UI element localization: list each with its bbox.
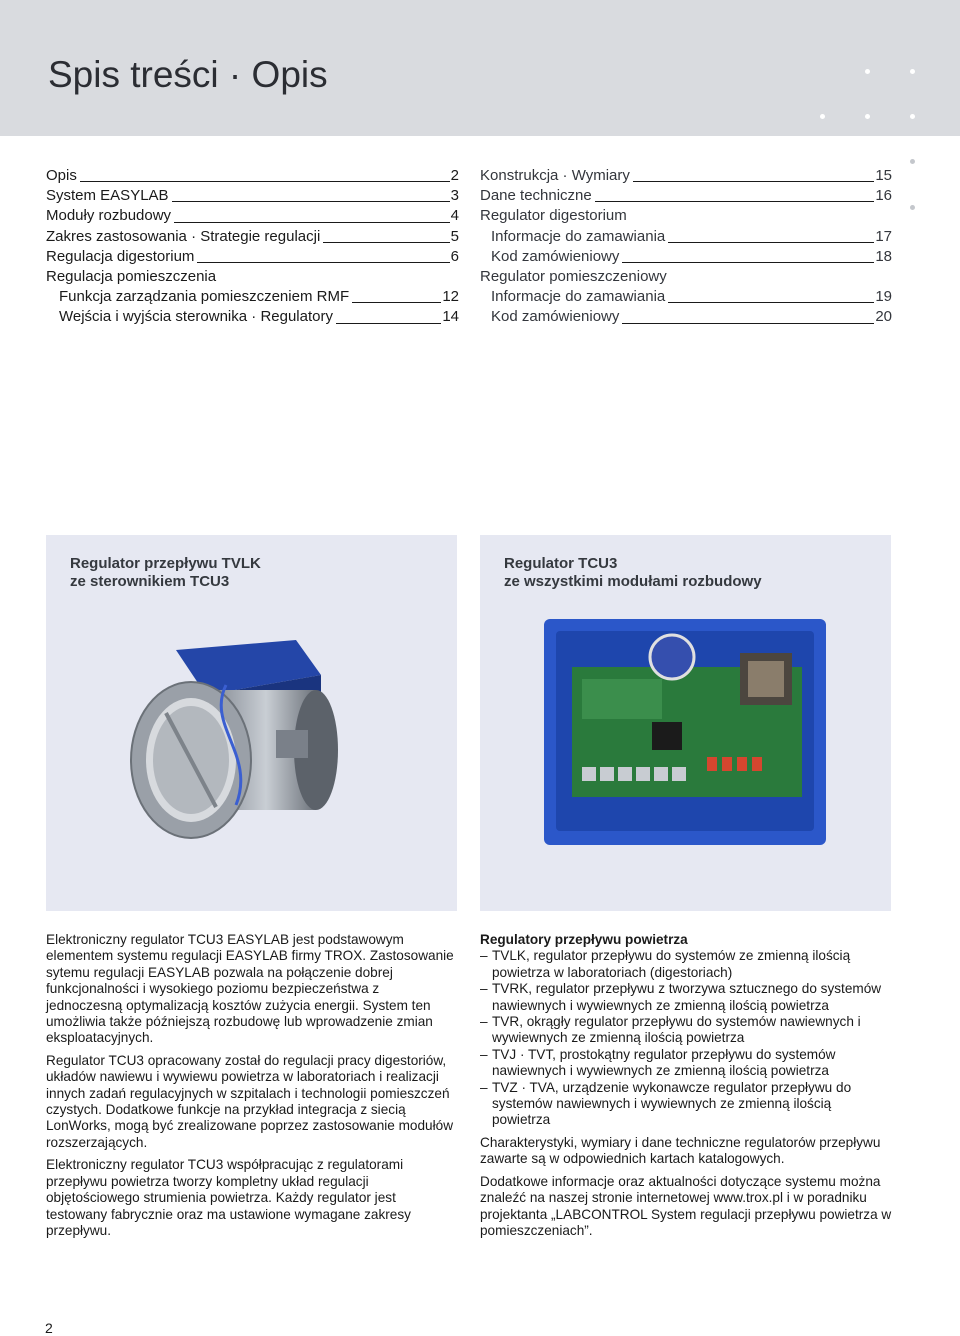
toc-entry-title: Dane techniczne [480,187,592,205]
body-text-right [480,932,892,1245]
toc-right [480,166,892,328]
decorative-dot [865,69,870,74]
toc-entry [46,247,459,267]
toc-entry-page: 17 [875,227,892,245]
list-item-text: TVZ · TVA, urządzenie wykonawcze regulator przepływu do systemów nawiewnych i wywiewnych ze zmienną ilością powietrza [492,1079,852,1128]
toc-entry-page: 16 [875,187,892,205]
toc-entry [480,307,892,327]
toc-entry-title: Konstrukcja · Wymiary [480,166,630,184]
list-item-text: TVLK, regulator przepływu do systemów ze zmienną ilością powietrza w laboratoriach (digestoriach) [492,948,851,980]
toc-entry-title: Zakres zastosowania · Strategie regulacji [46,227,321,245]
toc-entry [480,166,892,186]
toc-entry-title: Informacje do zamawiania [491,227,666,245]
toc-leader-line [197,262,449,263]
toc-entry-page: 5 [450,227,459,245]
toc-entry-title: Kod zamówieniowy [491,308,620,326]
toc-leader-line [622,323,874,324]
list-dash: – [480,948,488,964]
body-right-paragraphs [480,1135,892,1239]
toc-entry-title: Regulacja digestorium [46,247,195,265]
toc-entry-title: Regulator pomieszczeniowy [480,267,667,285]
toc-entry-page: 14 [442,308,459,326]
list-item [480,1080,892,1129]
toc-leader-line [172,201,450,202]
decorative-dot [910,205,915,210]
toc-entry-page: 18 [875,247,892,265]
toc-entry [46,166,459,186]
toc-leader-line [668,242,874,243]
list-dash: – [480,981,488,997]
body-text-left [46,932,456,1245]
toc-entry-page: 20 [875,308,892,326]
toc-entry [46,287,459,307]
decorative-dot [910,159,915,164]
list-item-text: TVR, okrągły regulator przepływu do systemów nawiewnych i wywiewnych ze zmienną ilością powietrza [492,1014,861,1046]
list-item [480,1014,892,1047]
toc-entry-title: Kod zamówieniowy [491,247,620,265]
toc-entry [480,186,892,206]
toc-leader-line [352,302,441,303]
body-paragraph: Elektroniczny regulator TCU3 EASYLAB jest podstawowym elementem systemu regulacji EASYLAB firmy TROX. Zastosowanie sytemu regulacji EASYLAB pozwala na połączenie dobrej funkcjonalności i wysokiego poziomu bezpieczeństwa z jednoczesną optymalizacją kosztów zużycia energii. System ten umożliwia także późniejszą rozbudowę lub wprowadzenie zmian eksploatacyjnych. [46,932,454,1046]
figure-caption [504,555,762,591]
list-dash: – [480,1046,488,1062]
page-number: 2 [45,1320,53,1336]
body-paragraph: Regulator TCU3 opracowany został do regulacji pracy digestoriów, układów nawiewu i wywiewu powietrza w laboratoriach i realizacji innych zadań regulacyjnych w szpitalach i technologii pomieszczeń czystych. Dodatkowe funkcje na przykład integracja z siecią LonWorks, mogą być zrealizowane poprzez zastosowanie modułów rozszerzających. [46,1052,454,1150]
list-dash: – [480,1079,488,1095]
toc-leader-line [174,222,450,223]
decorative-dot [865,114,870,119]
toc-entry-title: Wejścia i wyjścia sterownika · Regulatory [59,308,333,326]
toc-entry [46,227,459,247]
page-header [0,0,960,136]
toc-entry [46,267,459,287]
toc-entry [480,267,892,287]
toc-entry [46,307,459,327]
toc-entry-title: Moduły rozbudowy [46,207,172,225]
toc-entry-page: 2 [450,166,459,184]
toc-entry-title: Opis [46,166,77,184]
toc-left [46,166,459,328]
page-title: Spis treści · Opis [48,54,328,95]
section-heading: Regulatory przepływu powietrza [480,932,688,947]
figure-caption [70,555,261,591]
toc-entry-title: Regulator digestorium [480,207,627,225]
regulator-list [480,948,892,1128]
toc-entry [480,247,892,267]
toc-entry-page: 15 [875,166,892,184]
toc-entry-title: System EASYLAB [46,187,169,205]
tvlk-controller-image [126,635,386,845]
toc-entry-page: 6 [450,247,459,265]
toc-entry-title: Informacje do zamawiania [491,288,666,306]
toc-leader-line [668,302,874,303]
toc-leader-line [80,181,450,182]
caption-line: Regulator przepływu TVLK [70,555,261,572]
toc-entry-page: 4 [450,207,459,225]
toc-entry-page: 3 [450,187,459,205]
caption-line: Regulator TCU3 [504,555,618,572]
decorative-dot [910,114,915,119]
figure-panel-tvlk [46,535,457,911]
body-paragraph: Dodatkowe informacje oraz aktualności dotyczące systemu można znaleźć na naszej stronie internetowej www.trox.pl i w poradniku projektanta „LABCONTROL System regulacji przepływu powietrza w pomieszczeniach”. [480,1173,892,1238]
list-item [480,948,892,981]
toc-entry-page: 19 [875,288,892,306]
toc-entry [480,287,892,307]
list-item-text: TVRK, regulator przepływu z tworzywa sztucznego do systemów nawiewnych i wywiewnych ze zmienną ilością powietrza [492,981,882,1013]
toc-leader-line [323,242,449,243]
list-item-text: TVJ · TVT, prostokątny regulator przepływu do systemów nawiewnych i wywiewnych ze zmienną ilością powietrza [492,1046,836,1079]
list-dash: – [480,1014,488,1030]
list-item [480,1047,892,1080]
list-item [480,981,892,1014]
toc-entry [46,206,459,226]
toc-leader-line [633,181,874,182]
caption-line: ze sterownikiem TCU3 [70,573,230,590]
tcu3-module-image [542,617,828,847]
toc-leader-line [622,262,874,263]
decorative-dot [820,114,825,119]
body-paragraph: Elektroniczny regulator TCU3 współpracując z regulatorami przepływu powietrza tworzy kompletny układ regulacji objętościowego strumienia powietrza. Każdy regulator jest testowany fabrycznie oraz ma ustawione wymagane zakresy przepływu. [46,1157,411,1238]
toc-entry [480,227,892,247]
toc-leader-line [336,323,441,324]
toc-entry [480,206,892,226]
toc-entry-title: Funkcja zarządzania pomieszczeniem RMF [59,288,350,306]
decorative-dot [910,69,915,74]
toc-entry-title: Regulacja pomieszczenia [46,267,217,285]
caption-line: ze wszystkimi modułami rozbudowy [504,573,762,590]
toc-entry-page: 12 [442,288,459,306]
toc-entry [46,186,459,206]
toc-leader-line [595,201,875,202]
figure-panel-tcu3 [480,535,891,911]
body-paragraph: Charakterystyki, wymiary i dane techniczne regulatorów przepływu zawarte są w odpowiednich kartach katalogowych. [480,1134,881,1167]
